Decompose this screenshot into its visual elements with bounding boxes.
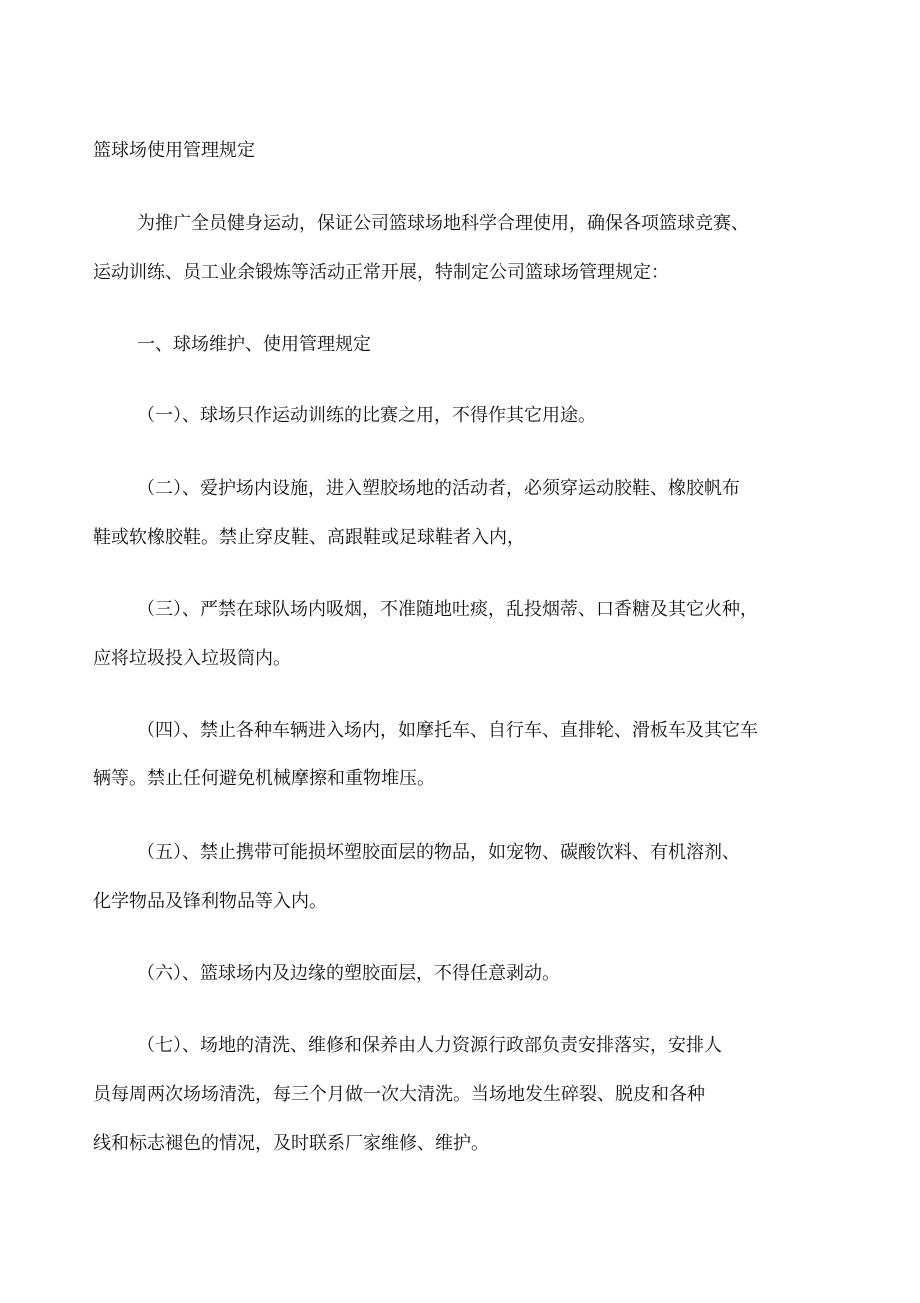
rule-line: （六）、篮球场内及边缘的塑胶面层，不得任意剥动。 — [137, 963, 560, 984]
rule-line: 线和标志褪色的情况，及时联系厂家维修、维护。 — [93, 1133, 489, 1154]
rule-line: （三）、严禁在球队场内吸烟，不准随地吐痰，乱投烟蒂、口香糖及其它火种， — [137, 599, 758, 620]
rule-line: （二）、爱护场内设施，进入塑胶场地的活动者，必须穿运动胶鞋、橡胶帆布 — [137, 478, 740, 499]
rule-line: （一）、球场只作运动训练的比赛之用，不得作其它用途。 — [137, 405, 596, 426]
intro-line: 为推广全员健身运动，保证公司篮球场地科学合理使用，确保各项篮球竞赛、 — [137, 213, 749, 234]
rule-line: 鞋或软橡胶鞋。禁止穿皮鞋、高跟鞋或足球鞋者入内， — [93, 527, 525, 548]
section-heading: 一、球场维护、使用管理规定 — [137, 334, 371, 355]
rule-line: 化学物品及锋利物品等入内。 — [93, 891, 327, 912]
rule-line: （七）、场地的清洗、维修和保养由人力资源行政部负责安排落实，安排人 — [137, 1035, 722, 1056]
intro-line: 运动训练、员工业余锻炼等活动正常开展，特制定公司篮球场管理规定： — [93, 262, 669, 283]
rule-line: 应将垃圾投入垃圾筒内。 — [93, 648, 291, 669]
rule-line: （四）、禁止各种车辆进入场内，如摩托车、自行车、直排轮、滑板车及其它车 — [137, 720, 758, 741]
rule-line: 辆等。禁止任何避免机械摩擦和重物堆压。 — [93, 768, 435, 789]
page-title: 篮球场使用管理规定 — [93, 140, 255, 161]
rule-line: 员每周两次场场清洗，每三个月做一次大清洗。当场地发生碎裂、脱皮和各种 — [93, 1084, 705, 1105]
rule-line: （五）、禁止携带可能损坏塑胶面层的物品，如宠物、碳酸饮料、有机溶剂、 — [137, 842, 740, 863]
